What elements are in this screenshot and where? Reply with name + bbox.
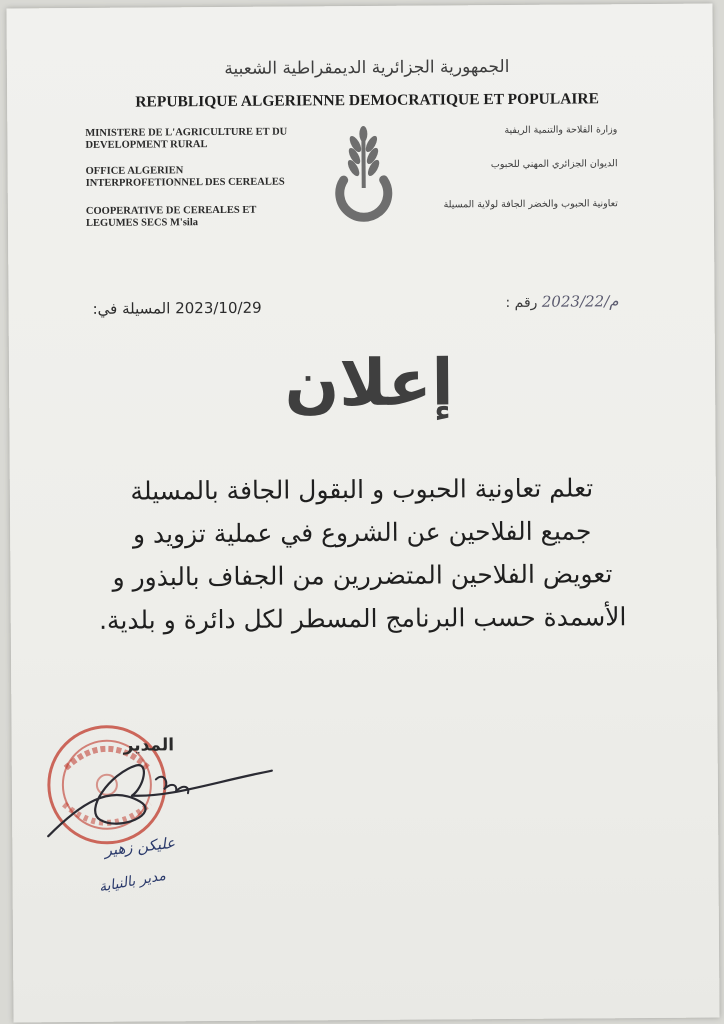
notice-line: تعويض الفلاحين المتضررين من الجفاف بالبذور و [112, 559, 613, 592]
signatory-title: المدير [123, 735, 175, 756]
office-fr: OFFICE ALGERIEN INTERPROFETIONNEL DES CEREALES [85, 165, 285, 189]
republic-title-fr: REPUBLIQUE ALGERIENNE DEMOCRATIQUE ET POPULAIRE [135, 90, 599, 111]
republic-title-ar: الجمهورية الجزائرية الديمقراطية الشعبية [224, 56, 510, 79]
notice-line: تعلم تعاونية الحبوب و البقول الجافة بالمسيلة [130, 473, 594, 506]
date-line [93, 299, 262, 318]
notice-line: الأسمدة حسب البرنامج المسطر لكل دائرة و بلدية. [98, 602, 627, 635]
office-ar: الديوان الجزائري المهني للحبوب [490, 158, 618, 171]
cooperative-ar: تعاونية الحبوب والخضر الجافة لولاية المسيلة [443, 198, 618, 211]
notice-body [82, 466, 643, 642]
cooperative-fr: COOPERATIVE DE CEREALES ET LEGUMES SECS M'sila [85, 204, 257, 229]
ministry-ar: وزارة الفلاحة والتنمية الريفية [504, 124, 618, 137]
document-page [6, 4, 719, 1023]
notice-line: جميع الفلاحين عن الشروع في عملية تزويد و [132, 516, 592, 549]
notice-title: إعلان [284, 346, 454, 422]
wheat-logo-icon [325, 124, 402, 229]
date-value: 2023/10/29 [175, 298, 262, 318]
date-label: المسيلة في: [92, 299, 171, 318]
reference-label: رقم : [505, 294, 538, 312]
reference-value: 2023/22/م [541, 292, 619, 311]
signatory-name: عليكن زهير [103, 833, 176, 860]
ministry-fr: MINISTERE DE L'AGRICULTURE ET DU DEVELOPMENT RURAL [85, 126, 288, 151]
reference-line [505, 292, 618, 311]
handwritten-signature-icon [40, 743, 281, 845]
signatory-role: مدير بالنيابة [97, 867, 167, 896]
